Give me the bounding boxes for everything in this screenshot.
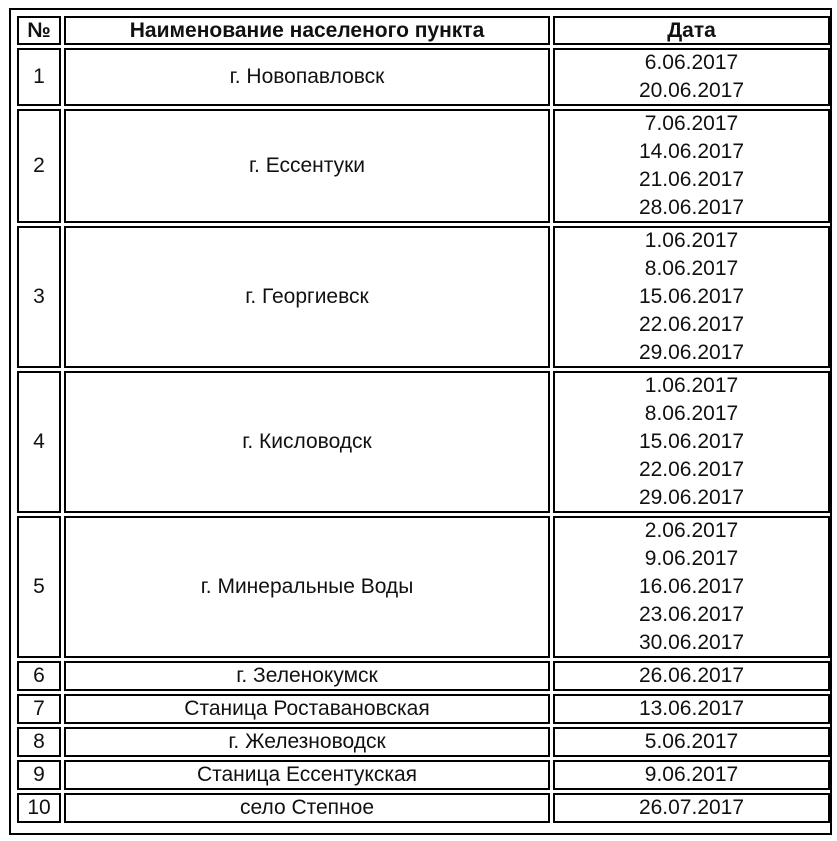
dates-cell xyxy=(553,226,830,368)
dates-cell xyxy=(553,661,830,691)
table-row xyxy=(17,760,830,790)
row-number: 3 xyxy=(17,226,61,368)
date-value: 14.06.2017 xyxy=(638,140,745,163)
row-number: 10 xyxy=(17,793,61,823)
table-row xyxy=(17,109,830,223)
schedule-table xyxy=(14,13,833,826)
table-row xyxy=(17,226,830,368)
settlement-name: г. Зеленокумск xyxy=(64,661,550,691)
date-value: 29.06.2017 xyxy=(638,486,745,509)
dates-cell xyxy=(553,793,830,823)
settlement-name: г. Железноводск xyxy=(64,727,550,757)
dates-cell xyxy=(553,516,830,658)
date-value: 26.06.2017 xyxy=(638,664,745,687)
row-number: 2 xyxy=(17,109,61,223)
date-value: 22.06.2017 xyxy=(638,313,745,336)
date-value: 5.06.2017 xyxy=(644,730,739,753)
table-row xyxy=(17,793,830,823)
date-value: 20.06.2017 xyxy=(638,79,745,102)
date-value: 9.06.2017 xyxy=(644,763,739,786)
date-value: 28.06.2017 xyxy=(638,196,745,219)
row-number: 1 xyxy=(17,48,61,106)
date-value: 9.06.2017 xyxy=(644,547,739,570)
dates-cell xyxy=(553,727,830,757)
date-value: 23.06.2017 xyxy=(638,603,745,626)
table-row xyxy=(17,48,830,106)
date-value: 8.06.2017 xyxy=(644,402,739,425)
table-row xyxy=(17,694,830,724)
row-number: 4 xyxy=(17,371,61,513)
date-value: 8.06.2017 xyxy=(644,257,739,280)
date-value: 30.06.2017 xyxy=(638,631,745,654)
settlement-name: г. Кисловодск xyxy=(64,371,550,513)
schedule-frame xyxy=(9,8,832,835)
table-row xyxy=(17,727,830,757)
header-name: Наименование населеного пункта xyxy=(64,16,550,45)
table-body xyxy=(17,48,830,823)
date-value: 16.06.2017 xyxy=(638,575,745,598)
date-value: 21.06.2017 xyxy=(638,168,745,191)
date-value: 22.06.2017 xyxy=(638,458,745,481)
dates-cell xyxy=(553,760,830,790)
row-number: 5 xyxy=(17,516,61,658)
settlement-name: Станица Ессентукская xyxy=(64,760,550,790)
date-value: 2.06.2017 xyxy=(644,519,739,542)
header-date: Дата xyxy=(553,16,830,45)
date-value: 13.06.2017 xyxy=(638,697,745,720)
row-number: 7 xyxy=(17,694,61,724)
row-number: 6 xyxy=(17,661,61,691)
settlement-name: село Степное xyxy=(64,793,550,823)
table-row xyxy=(17,661,830,691)
header-row xyxy=(17,16,830,45)
date-value: 1.06.2017 xyxy=(644,374,739,397)
date-value: 15.06.2017 xyxy=(638,430,745,453)
date-value: 26.07.2017 xyxy=(638,796,745,819)
date-value: 1.06.2017 xyxy=(644,229,739,252)
dates-cell xyxy=(553,48,830,106)
date-value: 15.06.2017 xyxy=(638,285,745,308)
header-num: № xyxy=(17,16,61,45)
dates-cell xyxy=(553,109,830,223)
dates-cell xyxy=(553,371,830,513)
date-value: 29.06.2017 xyxy=(638,341,745,364)
settlement-name: Станица Роставановская xyxy=(64,694,550,724)
settlement-name: г. Георгиевск xyxy=(64,226,550,368)
settlement-name: г. Минеральные Воды xyxy=(64,516,550,658)
settlement-name: г. Ессентуки xyxy=(64,109,550,223)
table-row xyxy=(17,371,830,513)
row-number: 9 xyxy=(17,760,61,790)
dates-cell xyxy=(553,694,830,724)
settlement-name: г. Новопавловск xyxy=(64,48,550,106)
table-row xyxy=(17,516,830,658)
row-number: 8 xyxy=(17,727,61,757)
date-value: 7.06.2017 xyxy=(644,112,739,135)
date-value: 6.06.2017 xyxy=(644,51,739,74)
